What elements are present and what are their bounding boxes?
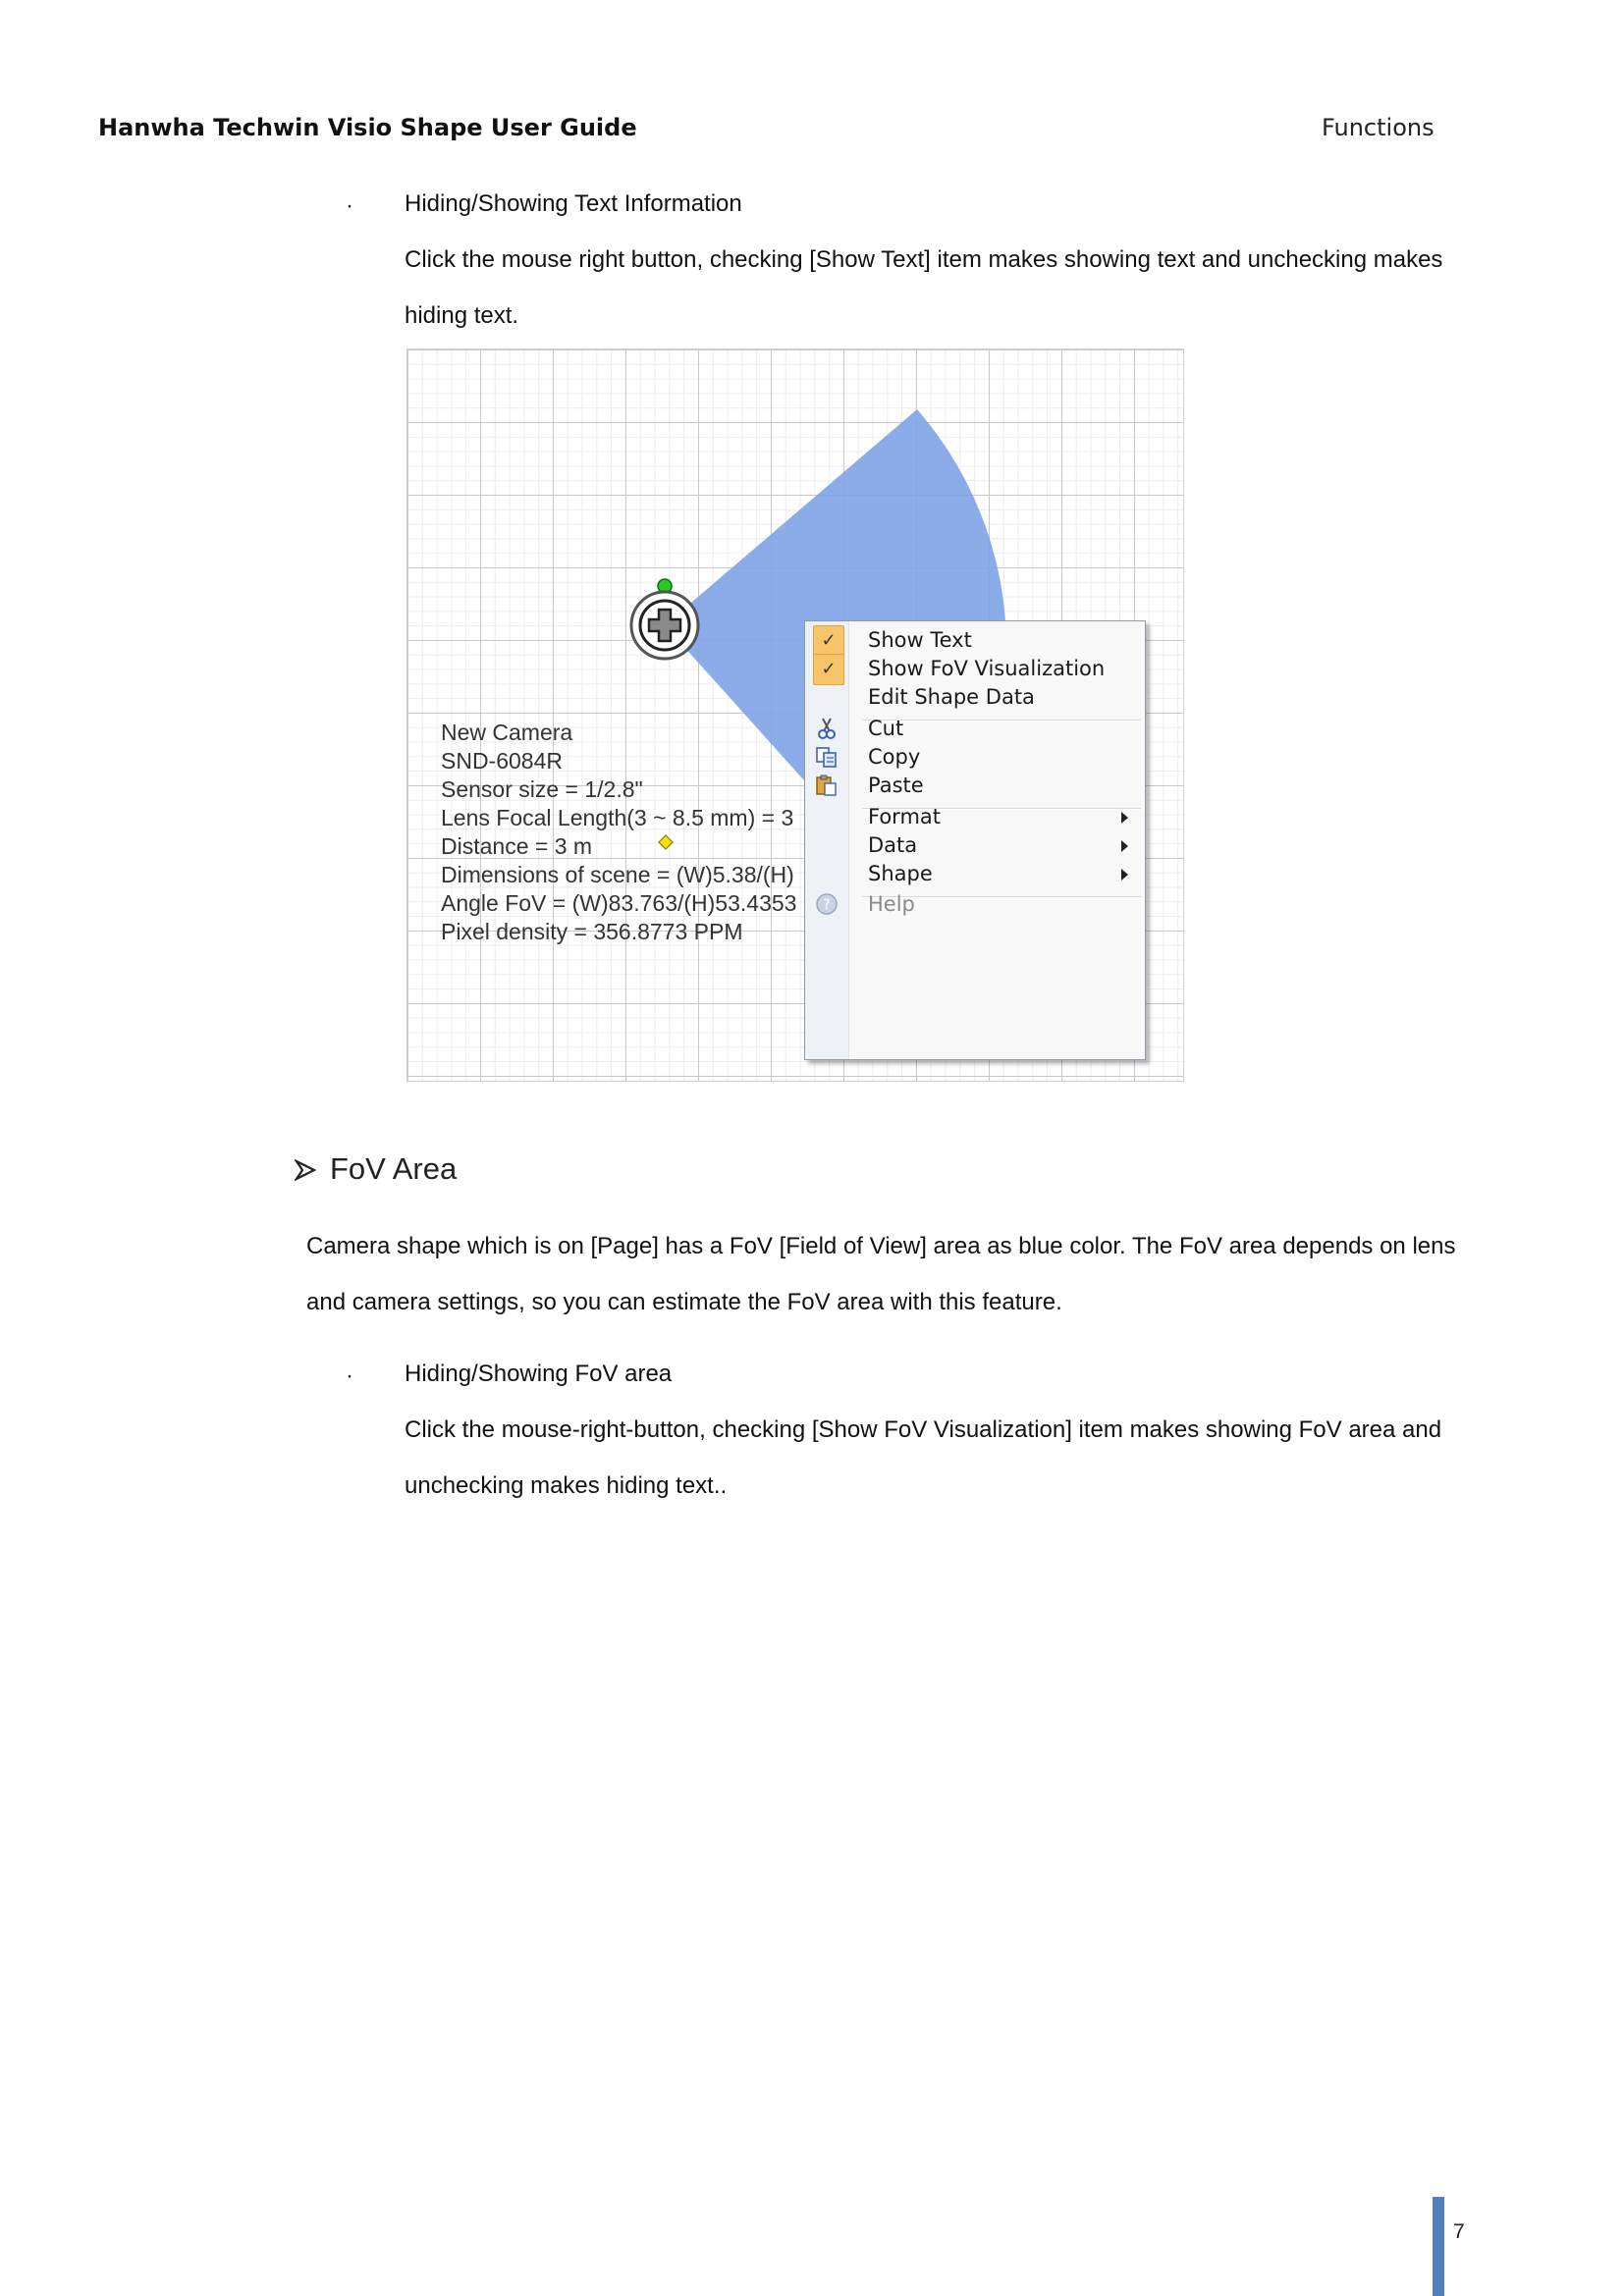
camera-shape-text — [441, 719, 796, 946]
menu-item-label: Format — [868, 805, 942, 828]
paragraph-line: and camera settings, so you can estimate the FoV area with this feature. — [306, 1289, 1062, 1315]
menu-item-label: Show Text — [868, 628, 972, 652]
shape-text-line: Sensor size = 1/2.8" — [441, 776, 643, 802]
context-menu — [804, 620, 1146, 1060]
help-icon — [815, 892, 839, 921]
bullet: · — [346, 192, 353, 219]
submenu-arrow-icon — [1121, 840, 1128, 852]
paragraph-line: Click the mouse-right-button, checking [Show FoV Visualization] item makes showing FoV area and — [405, 1416, 1442, 1443]
subsection-title-fov-area: Hiding/Showing FoV area — [405, 1361, 673, 1387]
heading-arrow-icon — [295, 1159, 318, 1181]
checkmark-icon: ✓ — [813, 625, 844, 657]
menu-item-label: Cut — [868, 717, 904, 740]
paragraph-line: hiding text. — [405, 302, 519, 329]
bullet: · — [346, 1362, 353, 1389]
menu-item-label: Paste — [868, 774, 924, 797]
page-header-section: Functions — [1322, 114, 1435, 141]
paragraph-line: Camera shape which is on [Page] has a FoV [Field of View] area as blue color. The FoV area depends on lens — [306, 1233, 1456, 1259]
checkmark-icon: ✓ — [813, 654, 844, 685]
page-header-title: Hanwha Techwin Visio Shape User Guide — [98, 114, 637, 141]
shape-text-line: Lens Focal Length(3 ~ 8.5 mm) = 3 — [441, 805, 794, 830]
menu-item-label: Edit Shape Data — [868, 685, 1035, 709]
shape-text-line: New Camera — [441, 720, 573, 745]
shape-text-line: Distance = 3 m — [441, 833, 593, 859]
subsection-title-text-info: Hiding/Showing Text Information — [405, 190, 742, 217]
submenu-arrow-icon — [1121, 812, 1128, 824]
shape-text-line: Angle FoV = (W)83.763/(H)53.4353 — [441, 890, 797, 916]
menu-item-label: Copy — [868, 745, 921, 769]
page-number-bar — [1433, 2197, 1444, 2296]
section-heading-fov-area: FoV Area — [330, 1151, 458, 1186]
menu-item-label: Show FoV Visualization — [868, 657, 1106, 680]
paragraph-line: Click the mouse right button, checking [Show Text] item makes showing text and unchecking makes — [405, 246, 1443, 273]
menu-item-label: Shape — [868, 862, 933, 885]
menu-item-label: Help — [868, 892, 915, 916]
visio-screenshot-figure — [406, 348, 1184, 1082]
submenu-arrow-icon — [1121, 869, 1128, 881]
shape-text-line: Pixel density = 356.8773 PPM — [441, 919, 743, 944]
paragraph-line: unchecking makes hiding text.. — [405, 1472, 728, 1499]
shape-text-line: Dimensions of scene = (W)5.38/(H) — [441, 862, 794, 887]
svg-text:?: ? — [823, 897, 831, 913]
shape-text-line: SND-6084R — [441, 748, 563, 774]
page-number: 7 — [1453, 2220, 1465, 2243]
menu-item-help[interactable] — [805, 885, 1145, 925]
menu-item-label: Data — [868, 833, 918, 857]
